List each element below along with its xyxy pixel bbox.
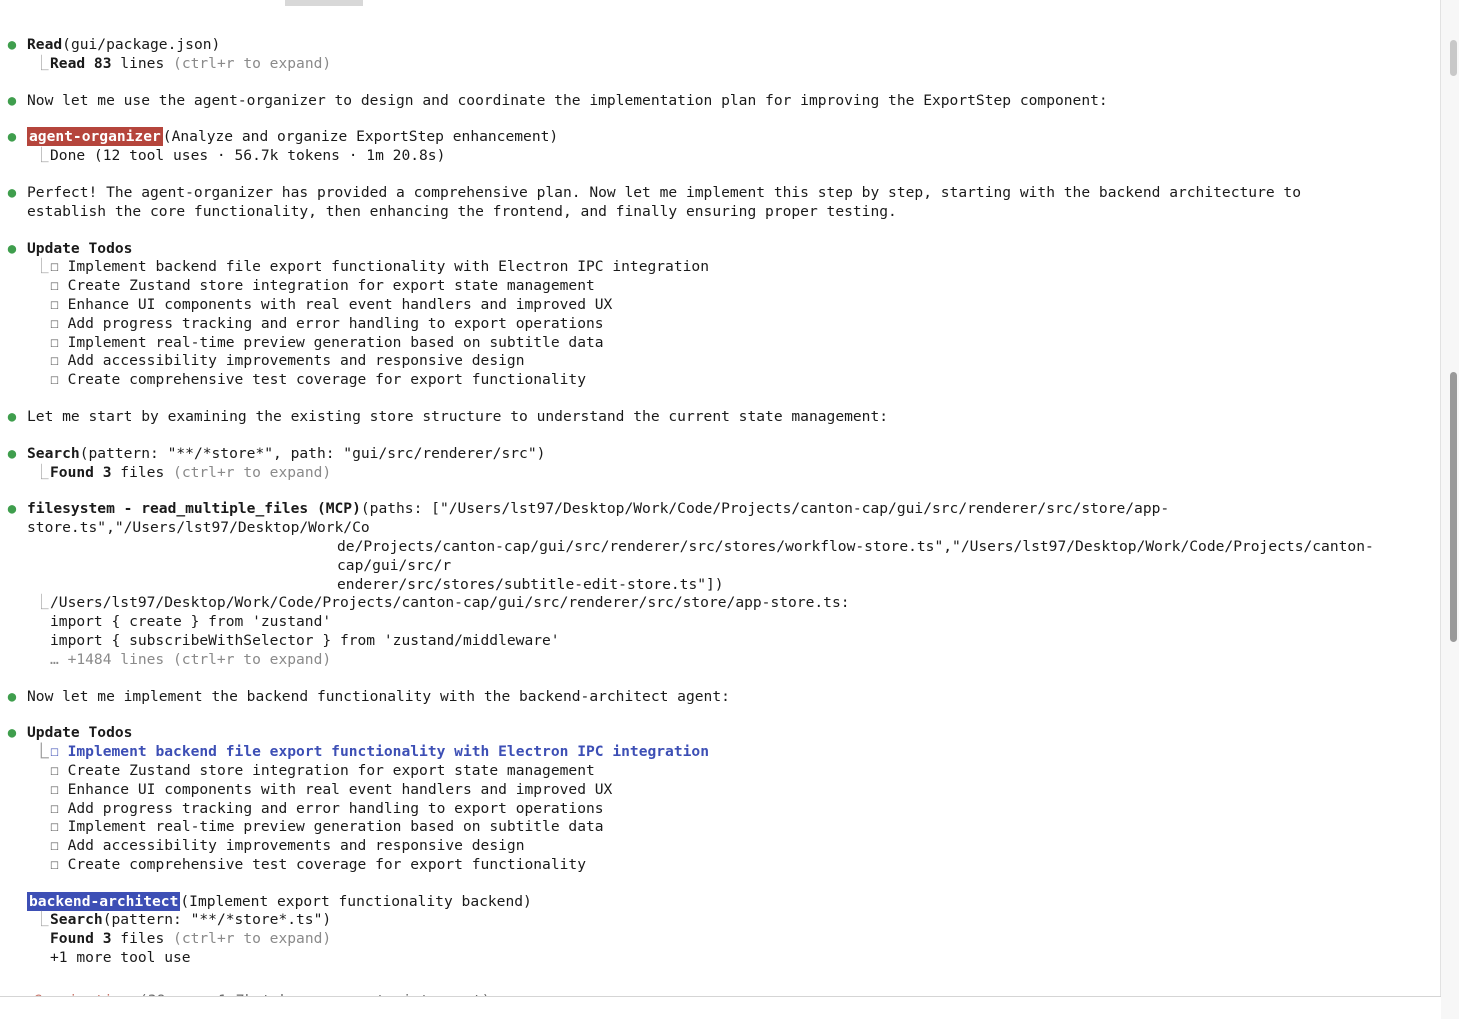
assistant-message: Perfect! The agent-organizer has provided a comprehensive plan. Now let me implement this step by step, starting with the backend architecture to establish the core functionality, then enhancing the frontend, and finally ensuring proper testing.: [27, 183, 1310, 220]
todo-item[interactable]: [27, 334, 1425, 353]
result-count: Found 3: [50, 930, 112, 948]
checkbox-icon[interactable]: ☐: [50, 780, 59, 798]
checkbox-icon[interactable]: ☐: [50, 258, 59, 276]
elbow-icon: ⎿: [34, 743, 49, 761]
todo-label: Add accessibility improvements and responsive design: [67, 352, 525, 370]
todo-item[interactable]: [27, 800, 1425, 819]
tool-name: Update Todos: [27, 239, 133, 257]
todo-label: Add progress tracking and error handling to export operations: [67, 314, 604, 332]
todo-item[interactable]: [27, 762, 1425, 781]
transcript-entry-read-package: [0, 36, 1425, 74]
tool-name: Read: [27, 36, 63, 53]
tool-result: [27, 594, 1425, 613]
agent-badge-backend-architect: backend-architect: [29, 892, 179, 910]
bullet-dot-icon: ●: [7, 37, 17, 53]
assistant-message: Let me start by examining the existing store structure to understand the current state management:: [27, 407, 889, 425]
todo-label: Implement real-time preview generation based on subtitle data: [67, 333, 604, 351]
transcript-entry-search-store: [0, 445, 1425, 483]
todo-label: Implement real-time preview generation based on subtitle data: [67, 818, 604, 836]
checkbox-icon[interactable]: ☐: [50, 333, 59, 351]
transcript-entry-backend-intro: [0, 688, 1425, 707]
scrollbar-track[interactable]: [1440, 0, 1459, 1019]
transcript-entry-agent-organizer-intro: [0, 92, 1425, 111]
transcript-entry-examine-store: [0, 408, 1425, 427]
checkbox-icon[interactable]: ☐: [50, 855, 59, 873]
transcript-entry-filesystem-read: [0, 500, 1425, 669]
tool-name: filesystem - read_multiple_files (MCP): [27, 500, 361, 518]
agent-badge-organizer: agent-organizer: [29, 128, 161, 146]
todo-item[interactable]: [27, 818, 1425, 837]
todo-item[interactable]: [27, 837, 1425, 856]
result-count: Read 83: [50, 54, 112, 72]
tool-args: (pattern: "**/*store*.ts"): [102, 911, 332, 929]
todo-label: Add accessibility improvements and responsive design: [67, 837, 525, 855]
result-code-line: import { subscribeWithSelector } from 'zustand/middleware': [50, 631, 560, 649]
bullet-dot-icon: ●: [7, 445, 17, 462]
todo-item[interactable]: [27, 296, 1425, 315]
todo-item[interactable]: [27, 352, 1425, 371]
expand-hint[interactable]: (ctrl+r to expand): [173, 54, 332, 72]
bullet-dot-icon: ●: [7, 129, 17, 146]
bullet-dot-icon: ●: [7, 725, 17, 742]
tool-args: (paths: ["/Users/lst97/Desktop/Work/Code/Projects/canton-cap/gui/src/renderer/src/store/app-store.ts","/Users/lst97/Desktop/Work/Co: [27, 500, 1170, 537]
elbow-icon: ⎿: [34, 463, 49, 481]
agent-tool-call: [27, 911, 1425, 930]
todo-label: Enhance UI components with real event handlers and improved UX: [67, 295, 613, 313]
todo-label: Add progress tracking and error handling to export operations: [67, 799, 604, 817]
assistant-message: Now let me use the agent-organizer to design and coordinate the implementation plan for improving the ExportStep component:: [27, 91, 1108, 109]
checkbox-icon[interactable]: ☐: [50, 761, 59, 779]
result-text: files: [111, 930, 174, 948]
tool-name: Update Todos: [27, 724, 133, 742]
checkbox-icon[interactable]: ☐: [50, 743, 59, 761]
bullet-dot-icon: ●: [7, 184, 17, 201]
todo-item[interactable]: [27, 856, 1425, 875]
bullet-dot-icon: ●: [7, 408, 17, 425]
elbow-icon: ⎿: [34, 911, 49, 929]
todo-item[interactable]: [27, 277, 1425, 296]
todo-label: Create Zustand store integration for export state management: [67, 761, 595, 779]
todo-label: Enhance UI components with real event handlers and improved UX: [67, 780, 613, 798]
bullet-dot-icon: ●: [7, 92, 17, 109]
tool-args-wrap: de/Projects/canton-cap/gui/src/renderer/src/stores/workflow-store.ts","/Users/lst97/Desktop/Work/Code/Projects/canton-cap/gui/src/r: [337, 537, 1374, 574]
agent-result-text: Done (12 tool uses · 56.7k tokens · 1m 20.8s): [50, 147, 446, 165]
elbow-icon: ⎿: [34, 147, 49, 165]
tool-result: [27, 55, 1425, 74]
expand-hint[interactable]: (ctrl+r to expand): [173, 463, 332, 481]
todo-label: Create comprehensive test coverage for export functionality: [67, 855, 586, 873]
tool-args-wrap: enderer/src/stores/subtitle-edit-store.ts"]): [337, 575, 724, 593]
checkbox-icon[interactable]: ☐: [50, 277, 59, 295]
checkbox-icon[interactable]: ☐: [50, 295, 59, 313]
elbow-icon: ⎿: [34, 594, 49, 612]
transcript-entry-agent-organizer-call: [0, 128, 1425, 166]
agent-task-description: (Analyze and organize ExportStep enhancement): [162, 128, 559, 146]
result-count: Found 3: [50, 463, 112, 481]
todo-label: Create comprehensive test coverage for export functionality: [67, 371, 586, 389]
more-tool-uses[interactable]: +1 more tool use: [50, 949, 191, 967]
todo-label: Implement backend file export functionality with Electron IPC integration: [67, 743, 709, 761]
checkbox-icon[interactable]: ☐: [50, 371, 59, 389]
todo-item[interactable]: [27, 371, 1425, 390]
todo-label: Create Zustand store integration for export state management: [67, 277, 595, 295]
todo-item[interactable]: [27, 315, 1425, 334]
checkbox-icon[interactable]: ☐: [50, 314, 59, 332]
agent-task-description: (Implement export functionality backend): [180, 892, 532, 910]
assistant-message: Now let me implement the backend functionality with the backend-architect agent:: [27, 687, 730, 705]
todo-label: Implement backend file export functionality with Electron IPC integration: [67, 258, 709, 276]
tool-result: [27, 464, 1425, 483]
bullet-dot-placeholder: [0, 893, 20, 912]
tool-args: (pattern: "**/*store*", path: "gui/src/renderer/src"): [79, 444, 546, 462]
agent-result: [27, 147, 1425, 166]
checkbox-icon[interactable]: ☐: [50, 352, 59, 370]
scrollbar-thumb-secondary[interactable]: [1450, 40, 1457, 76]
transcript-entry-plan-summary: [0, 184, 1425, 222]
todo-item[interactable]: [27, 781, 1425, 800]
elbow-icon: ⎿: [34, 258, 49, 276]
scrollbar-thumb[interactable]: [1450, 372, 1457, 642]
checkbox-icon[interactable]: ☐: [50, 818, 59, 836]
prompt-input-bar[interactable]: [0, 996, 1441, 1019]
bullet-dot-icon: ●: [7, 688, 17, 705]
result-text: files: [111, 463, 174, 481]
bullet-dot-icon: ●: [7, 501, 17, 518]
result-code-line: import { create } from 'zustand': [50, 613, 332, 631]
expand-hint[interactable]: (ctrl+r to expand): [173, 930, 332, 948]
agent-tool-result: [27, 930, 1425, 949]
tool-name: Search: [50, 911, 103, 929]
elbow-icon: ⎿: [34, 54, 49, 72]
transcript-entry-backend-architect-call: [0, 893, 1425, 968]
todo-item[interactable]: [27, 258, 1425, 277]
tool-args: (gui/package.json): [62, 36, 221, 53]
todo-item-active[interactable]: [27, 743, 1425, 762]
result-file-path: /Users/lst97/Desktop/Work/Code/Projects/canton-cap/gui/src/renderer/src/store/app-store.ts:: [50, 594, 850, 612]
expand-hint[interactable]: … +1484 lines (ctrl+r to expand): [50, 650, 332, 668]
checkbox-icon[interactable]: ☐: [50, 837, 59, 855]
result-text: lines: [111, 54, 174, 72]
transcript-entry-update-todos-2: [0, 724, 1425, 874]
bullet-dot-icon: ●: [7, 240, 17, 257]
tool-name: Search: [27, 444, 80, 462]
checkbox-icon[interactable]: ☐: [50, 799, 59, 817]
transcript-entry-update-todos-1: [0, 240, 1425, 390]
